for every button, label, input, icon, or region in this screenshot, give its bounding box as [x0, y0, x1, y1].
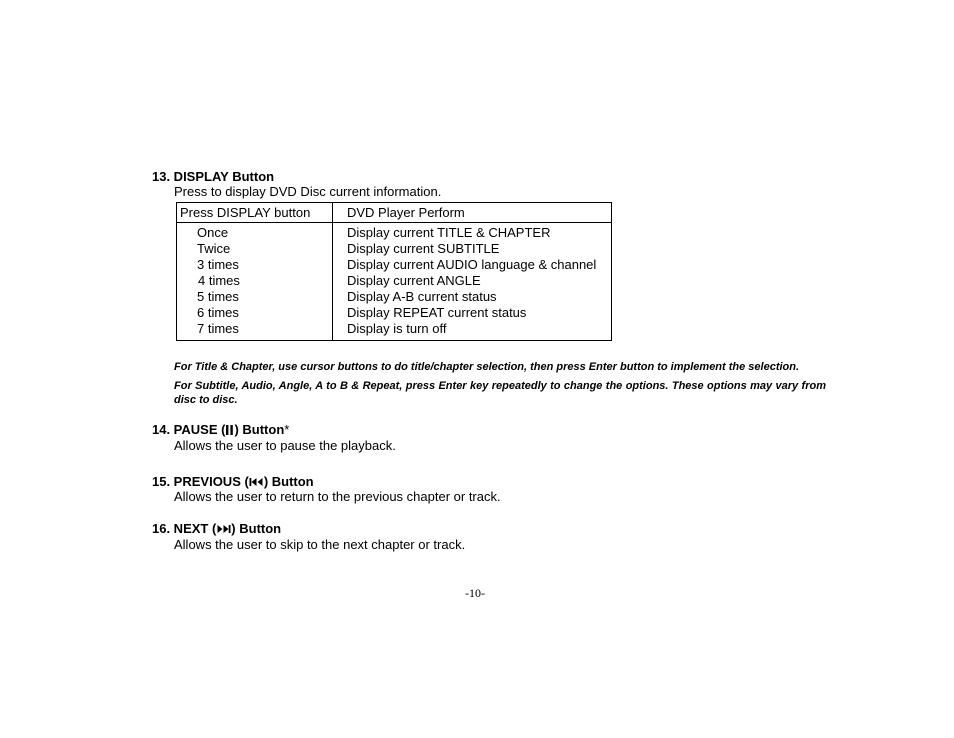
page-number: -10-: [465, 586, 485, 600]
next-track-icon: [216, 522, 231, 537]
table-row-5-press: 5 times: [197, 289, 239, 304]
table-row-3-perform: Display current AUDIO language & channel: [347, 257, 597, 272]
section-16-heading-suffix: ) Button: [231, 521, 282, 536]
section-15-heading-suffix: ) Button: [263, 474, 314, 489]
table-header-perform: DVD Player Perform: [347, 205, 465, 220]
section-14-heading: [152, 422, 289, 438]
section-14-body: Allows the user to pause the playback.: [174, 438, 396, 453]
table-column-divider: [332, 203, 333, 340]
section-14-heading-suffix: ) Button: [234, 422, 285, 437]
section-15-body: Allows the user to return to the previous chapter or track.: [174, 489, 501, 504]
section-13-body: Press to display DVD Disc current information.: [174, 184, 442, 199]
table-row-1-press: Once: [197, 225, 229, 240]
section-16-body: Allows the user to skip to the next chapter or track.: [174, 537, 466, 552]
section-14-heading-mark: *: [284, 422, 290, 437]
section-13-heading: 13. DISPLAY Button: [152, 169, 275, 184]
section-16-heading-prefix: 16. NEXT (: [152, 521, 217, 536]
note-subtitle-audio: For Subtitle, Audio, Angle, A to B & Repeat, press Enter key repeatedly to change the options. These options may vary from disc to disc.: [174, 380, 826, 406]
section-15-heading: [152, 474, 314, 490]
table-row-6-perform: Display REPEAT current status: [347, 305, 527, 320]
table-row-4-press: 4 times: [198, 273, 240, 288]
table-row-1-perform: Display current TITLE & CHAPTER: [347, 225, 551, 240]
table-row-4-perform: Display current ANGLE: [347, 273, 481, 288]
section-16-heading: [152, 521, 281, 537]
table-row-5-perform: Display A-B current status: [347, 289, 497, 304]
table-row-7-press: 7 times: [197, 321, 239, 336]
section-15-heading-prefix: 15. PREVIOUS (: [152, 474, 249, 489]
table-row-3-press: 3 times: [197, 257, 239, 272]
display-table: [176, 202, 612, 341]
table-row-7-perform: Display is turn off: [347, 321, 447, 336]
previous-track-icon: [249, 475, 264, 490]
table-header-press: Press DISPLAY button: [180, 205, 311, 220]
table-row-2-press: Twice: [197, 241, 231, 256]
table-row-6-press: 6 times: [197, 305, 239, 320]
table-header-divider: [177, 222, 611, 223]
section-14-heading-prefix: 14. PAUSE (: [152, 422, 226, 437]
note-title-chapter: For Title & Chapter, use cursor buttons to do title/chapter selection, then press Enter button to implement the selection.: [174, 361, 800, 373]
table-row-2-perform: Display current SUBTITLE: [347, 241, 500, 256]
